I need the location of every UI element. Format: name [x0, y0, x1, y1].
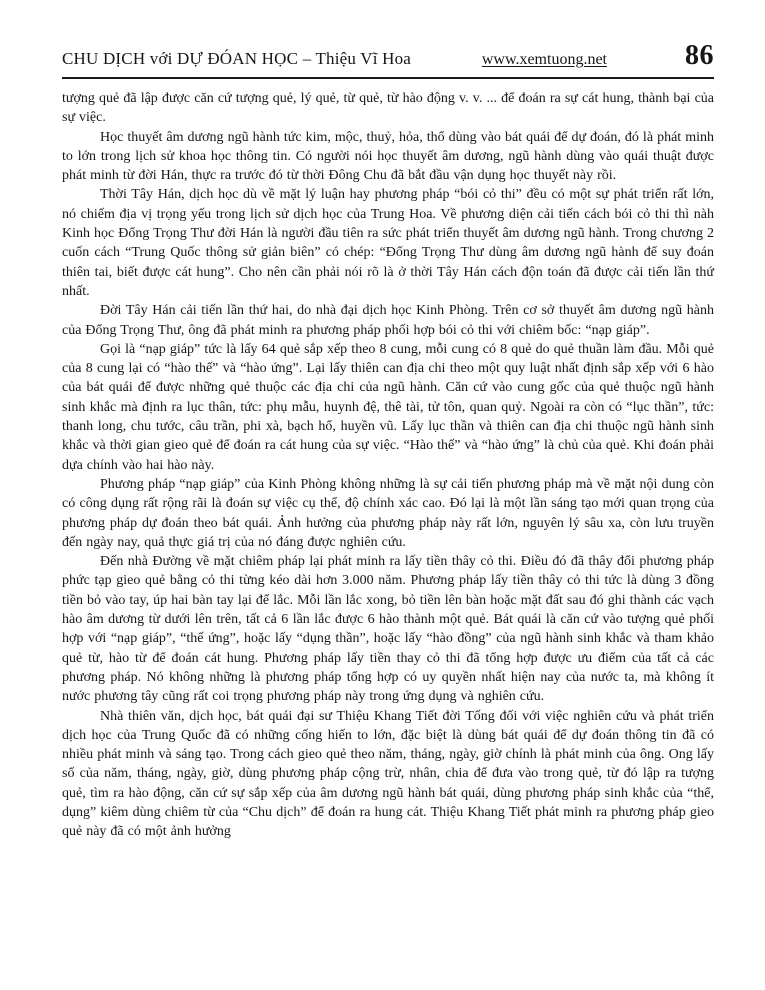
paragraph: Đời Tây Hán cải tiến lần thứ hai, do nhà đại dịch học Kinh Phòng. Trên cơ sở thuyết âm dương ngũ hành của Đổng Trọng Thư, ông đã phát minh ra phương pháp phối hợp bói cỏ thi với chiêm bốc: “nạp giáp”. — [62, 303, 714, 338]
page-number: 86 — [685, 40, 714, 71]
paragraph: Thời Tây Hán, dịch học dù về mặt lý luận hay phương pháp “bói cỏ thi” đều có một sự phát triển rất lớn, nó chiếm địa vị trọng yếu trong lịch sử dịch học của Trung Hoa. Về phương diện cải tiến cách bói cỏ thi thì nàh Kinh học Đổng Trọng Thư đời Hán là người đầu tiên ra sức phát triển thuyết âm dương ngũ hành. Trong chương 2 cuốn cách “Trung Quốc thông sử giản biên” có chép: “Đổng Trọng Thư dùng âm dương ngũ hành để suy đoán thiên tai, biết được cát hung”. Cho nên cần phải nói rõ là ở thời Tây Hán cách độn toán đã được cải tiến lần thứ nhất. — [62, 187, 714, 299]
website-link[interactable]: www.xemtuong.net — [481, 51, 607, 68]
body-text — [62, 89, 714, 842]
book-title: CHU DỊCH với DỰ ĐÓAN HỌC – Thiệu Vĩ Hoa — [62, 49, 412, 68]
paragraph: Học thuyết âm dương ngũ hành tức kim, mộc, thuỷ, hỏa, thổ dùng vào bát quái để dự đoán, đó là phát minh to lớn trong lịch sử khoa học thông tin. Có người nói học thuyết âm dương, ngũ hành dùng vào quái thuật được phát minh từ đời Hán, thực ra trước đó từ thời Đông Chu đã bắt đầu vận dụng học thuyết này rồi. — [62, 129, 714, 184]
paragraph: Đến nhà Đường về mặt chiêm pháp lại phát minh ra lấy tiền thây cỏ thi. Điều đó đã thây đổi phương pháp phức tạp gieo quẻ bằng cỏ thi từng kéo dài hơn 3.000 năm. Phương pháp lấy tiền thây cỏ thi tức là dùng 3 đồng tiền bỏ vào tay, úp hai bàn tay lại để lắc. Mỗi lần lắc xong, bỏ tiền lên bàn hoặc mặt đất sau đó ghi thành các vạch hào âm dương từ dưới lên trên, tất cả 6 lần lắc được 6 hào thành một quẻ. Bát quái là căn cứ vào tượng quẻ phối hợp với “nạp giáp”, “thế ứng”, hoặc lấy “dụng thần”, hoặc lấy “hào đồng” của ngũ hành sinh khắc và tham khảo quẻ từ, hào từ để đoán cát hung. Phương pháp lấy tiền thay cỏ thi đã tổng hợp được ưu điểm của tất cả các phương pháp. Nó không những là phương pháp tổng hợp có uy quyền nhất hiện nay của nước ta, mà không ít nước phương tây cũng rất coi trọng phương pháp này trong ứng dụng và nghiên cứu. — [62, 554, 714, 705]
paragraph: Nhà thiên văn, dịch học, bát quái đại sư Thiệu Khang Tiết đời Tống đối với việc nghiên cứu và phát triển dịch học của Trung Quốc đã có những cống hiến to lớn, đặc biệt là dùng bát quái để dự đoán thông tin đã có nhiều phát minh và sáng tạo. Trong cách gieo quẻ theo năm, tháng, ngày, giờ chính là phát minh của ông. Ong lấy số của năm, tháng, ngày, giờ, dùng phương pháp cộng trừ, nhân, chia để đưa vào trong quẻ, từ đó lập ra tượng quẻ, tìm ra hào động, căn cứ sự sắp xếp của âm dương ngũ hành bát quái, dùng phương pháp sinh khắc của “thể, dụng” kiêm dùng chiêm từ của “Chu dịch” để đoán ra hung cát. Thiệu Khang Tiết phát minh ra phương pháp gieo quẻ này đã có một ảnh hưởng — [62, 708, 714, 840]
paragraph: Gọi là “nạp giáp” tức là lấy 64 quẻ sắp xếp theo 8 cung, mỗi cung có 8 quẻ do quẻ thuần làm đầu. Mỗi quẻ của 8 cung lại có “hào thế” và “hào ứng”. Lại lấy thiên can địa chi theo một quy luật nhất định sắp xếp với 6 hào của bát quái để được những quẻ thuộc các địa chi của ngũ hành. Căn cứ vào cung gốc của quẻ thuộc ngũ hành sinh khắc mà định ra lục thân, tức: phụ mẫu, huynh đệ, thê tài, tử tôn, quan quỷ. Ngoài ra còn có “lục thần”, tức: thanh long, chu tước, câu trần, phi xà, bạch hổ, huyền vũ. Lấy lục thần và thiên can địa chi thuộc ngũ hành sinh khắc và thời gian gieo quẻ để đoán ra cát hung của sự việc. “Hào thế” và “hào ứng” là chủ của quẻ. Khi đoán phải dựa chính vào hai hào này. — [62, 341, 714, 473]
paragraph: Phương pháp “nạp giáp” của Kinh Phòng không những là sự cải tiến phương pháp mà về mặt nội dung còn có công dụng rất rộng rãi là đoán sự việc cụ thể, độ chính xác cao. Đó lại là một lần sáng tạo mới quan trọng của phương pháp dự đoán theo bát quái. Ảnh hưởng của phương pháp này rất lớn, nguyên lý sâu xa, còn lưu truyền đến ngày nay, quả thực giá trị của nó đáng được nghiên cứu. — [62, 476, 714, 550]
page-header — [62, 42, 714, 79]
paragraph: tượng quẻ đã lập được căn cứ tượng quẻ, lý quẻ, từ quẻ, từ hào động v. v. ... để đoán ra sự cát hung, thành bại của sự việc. — [62, 91, 714, 126]
